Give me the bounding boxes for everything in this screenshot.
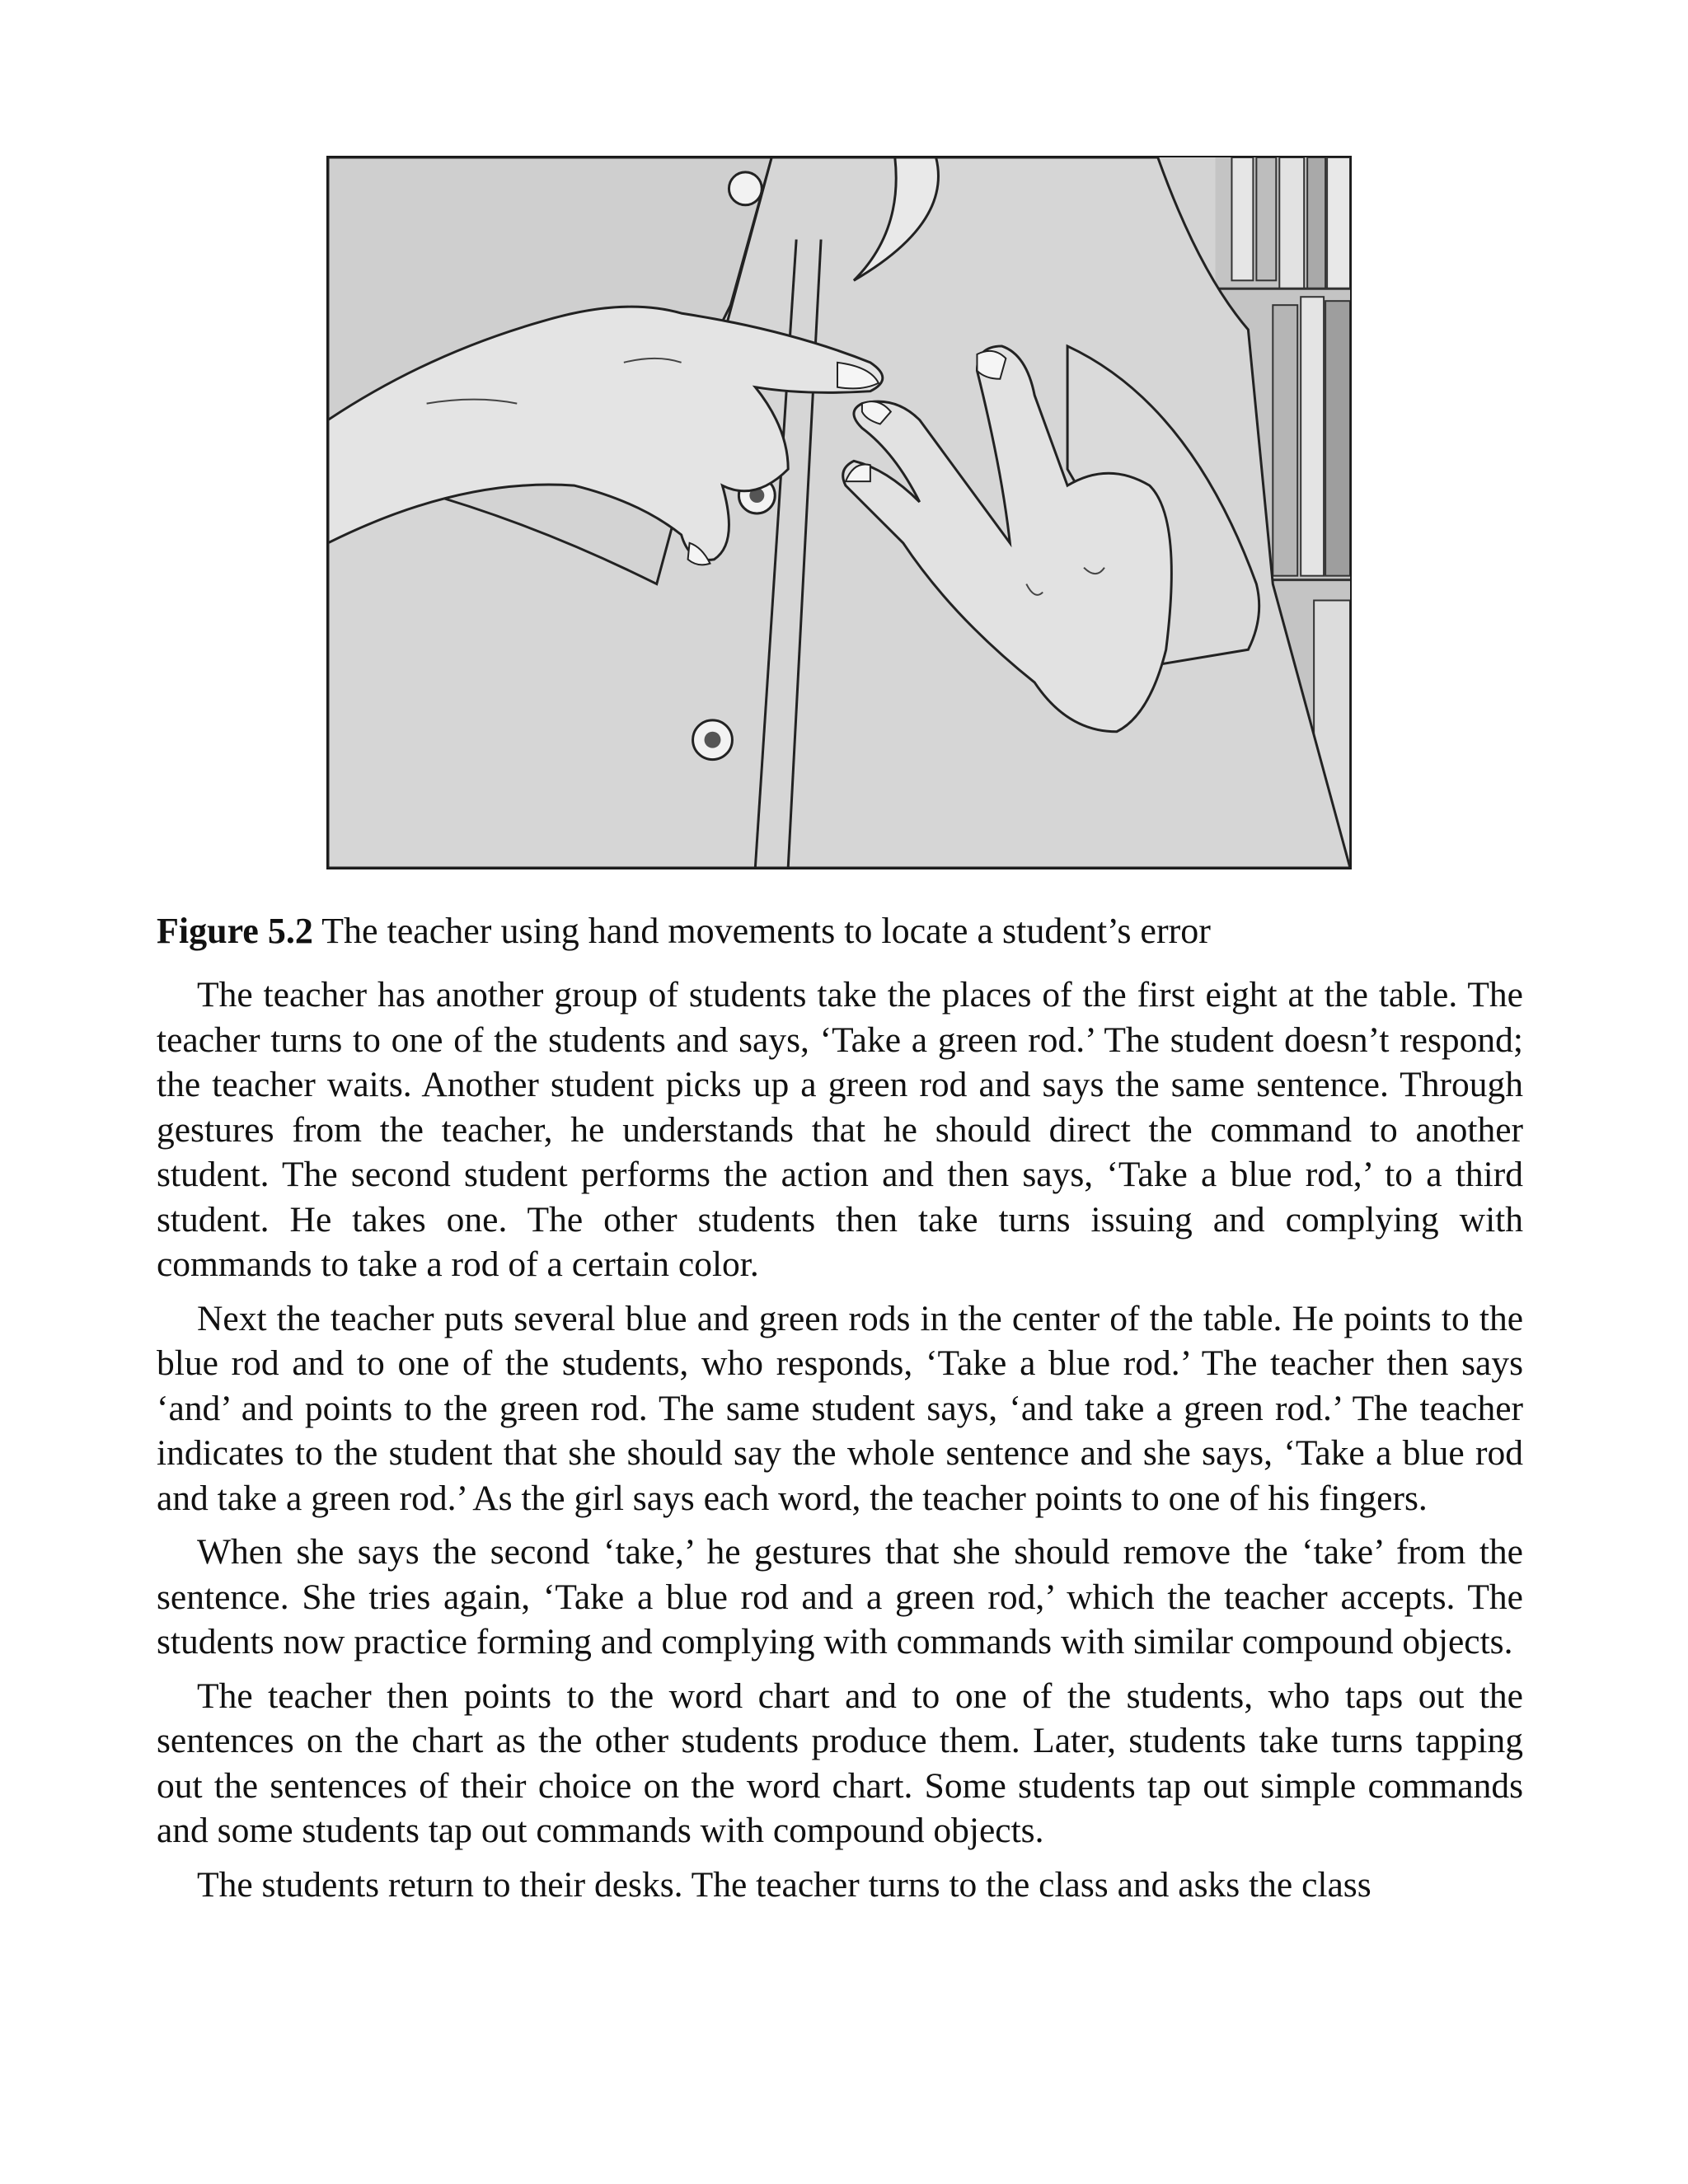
paragraph: The teacher then points to the word chart and to one of the students, who taps out the sentences on the chart as the other students produce them. Later, students take turns tapping out the sentences of their choice on the word chart. Some students tap out simple commands and some students tap out commands with compound objects. xyxy=(157,1675,1523,1850)
body-text xyxy=(157,972,1523,1916)
figure-caption-text: The teacher using hand movements to locate a student’s error xyxy=(321,911,1211,951)
paragraph: Next the teacher puts several blue and green rods in the center of the table. He points to the blue rod and to one of the students, who responds, ‘Take a blue rod.’ The teacher then says ‘and’ and points to the green rod. The same student says, ‘and take a green rod.’ The teacher indicates to the student that she should say the whole sentence and she says, ‘Take a blue rod and take a green rod.’ As the girl says each word, the teacher points to one of his fingers. xyxy=(157,1298,1523,1518)
paragraph: The students return to their desks. The teacher turns to the class and asks the class xyxy=(197,1864,1372,1905)
paragraph: The teacher has another group of students take the places of the first eight at the table. The teacher turns to one of the students and says, ‘Take a green rod.’ The student doesn’t respond; the teacher waits. Another student picks up a green rod and says the same sentence. Through gestures from the teacher, he understands that he should direct the command to another student. The second student performs the action and then says, ‘Take a blue rod,’ to a third student. He takes one. The other students then take turns issuing and complying with commands to take a rod of a certain color. xyxy=(157,975,1523,1284)
figure-caption xyxy=(157,908,1531,954)
paragraph: When she says the second ‘take,’ he gestures that she should remove the ‘take’ from the sentence. She tries again, ‘Take a blue rod and a green rod,’ which the teacher accepts. The students now practice forming and complying with commands with similar compound objects. xyxy=(157,1532,1523,1661)
figure-illustration xyxy=(326,156,1352,869)
figure-label: Figure 5.2 xyxy=(157,911,313,951)
teacher-hands-illustration xyxy=(328,157,1350,868)
